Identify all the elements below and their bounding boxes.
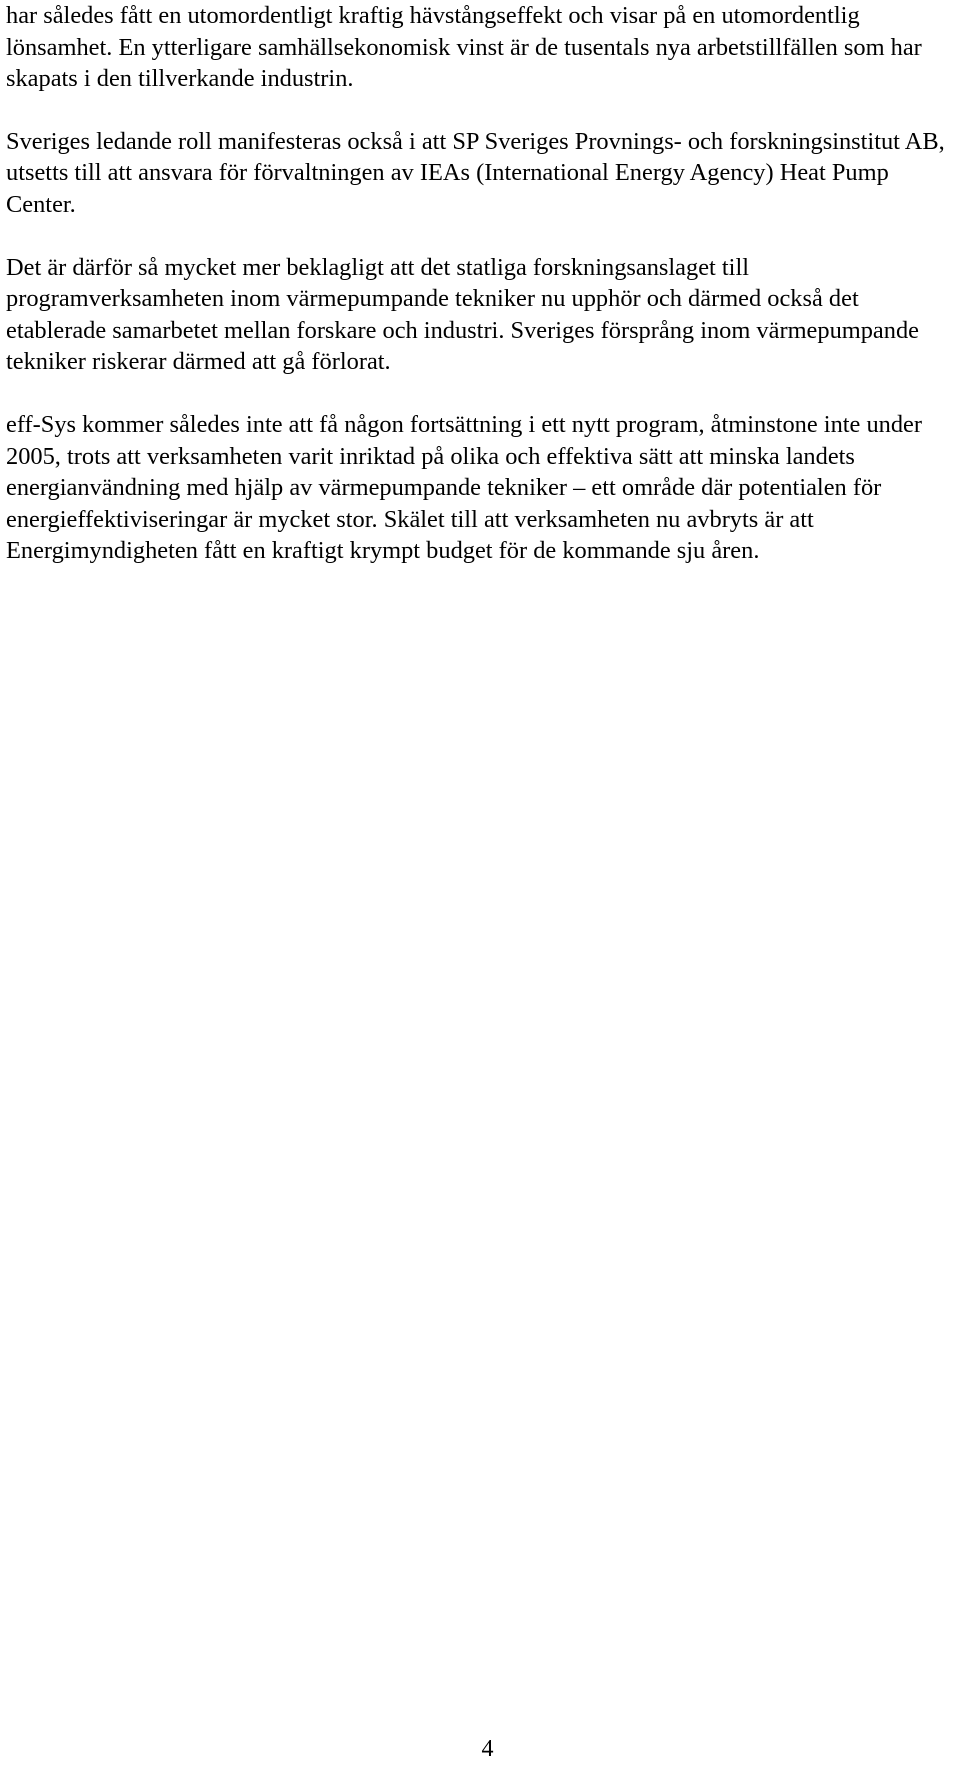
- paragraph-1: har således fått en utomordentligt kraftig hävstångseffekt och visar på en utomordentlig lönsamhet. En ytterligare samhällsekonomisk vinst är de tusentals nya arbetstillfällen som har skapats i den tillverkande industrin.: [6, 2, 922, 93]
- paragraph-4: eff-Sys kommer således inte att få någon fortsättning i ett nytt program, åtminstone inte under 2005, trots att verksamheten varit inriktad på olika och effektiva sätt att minska landets energianvändning med hjälp av värmepumpande tekniker – ett område där potentialen för energieffektiviseringar är mycket stor. Skälet till att verksamheten nu avbryts är att Energimyndigheten fått en kraftigt krympt budget för de kommande sju åren.: [6, 410, 923, 565]
- paragraph-3: Det är därför så mycket mer beklagligt att det statliga forskningsanslaget till programverksamheten inom värmepumpande tekniker nu upphör och därmed också det etablerade samarbetet mellan forskare och industri. Sveriges försprång inom värmepumpande tekniker riskerar därmed att gå förlorat.: [6, 253, 919, 376]
- document-body: [6, 0, 954, 598]
- paragraph-2: Sveriges ledande roll manifesteras också i att SP Sveriges Provnings- och forskningsinstitut AB, utsetts till att ansvara för förvaltningen av IEAs (International Energy Agency) Heat Pump Center.: [6, 127, 945, 218]
- page-number: 4: [481, 1736, 494, 1762]
